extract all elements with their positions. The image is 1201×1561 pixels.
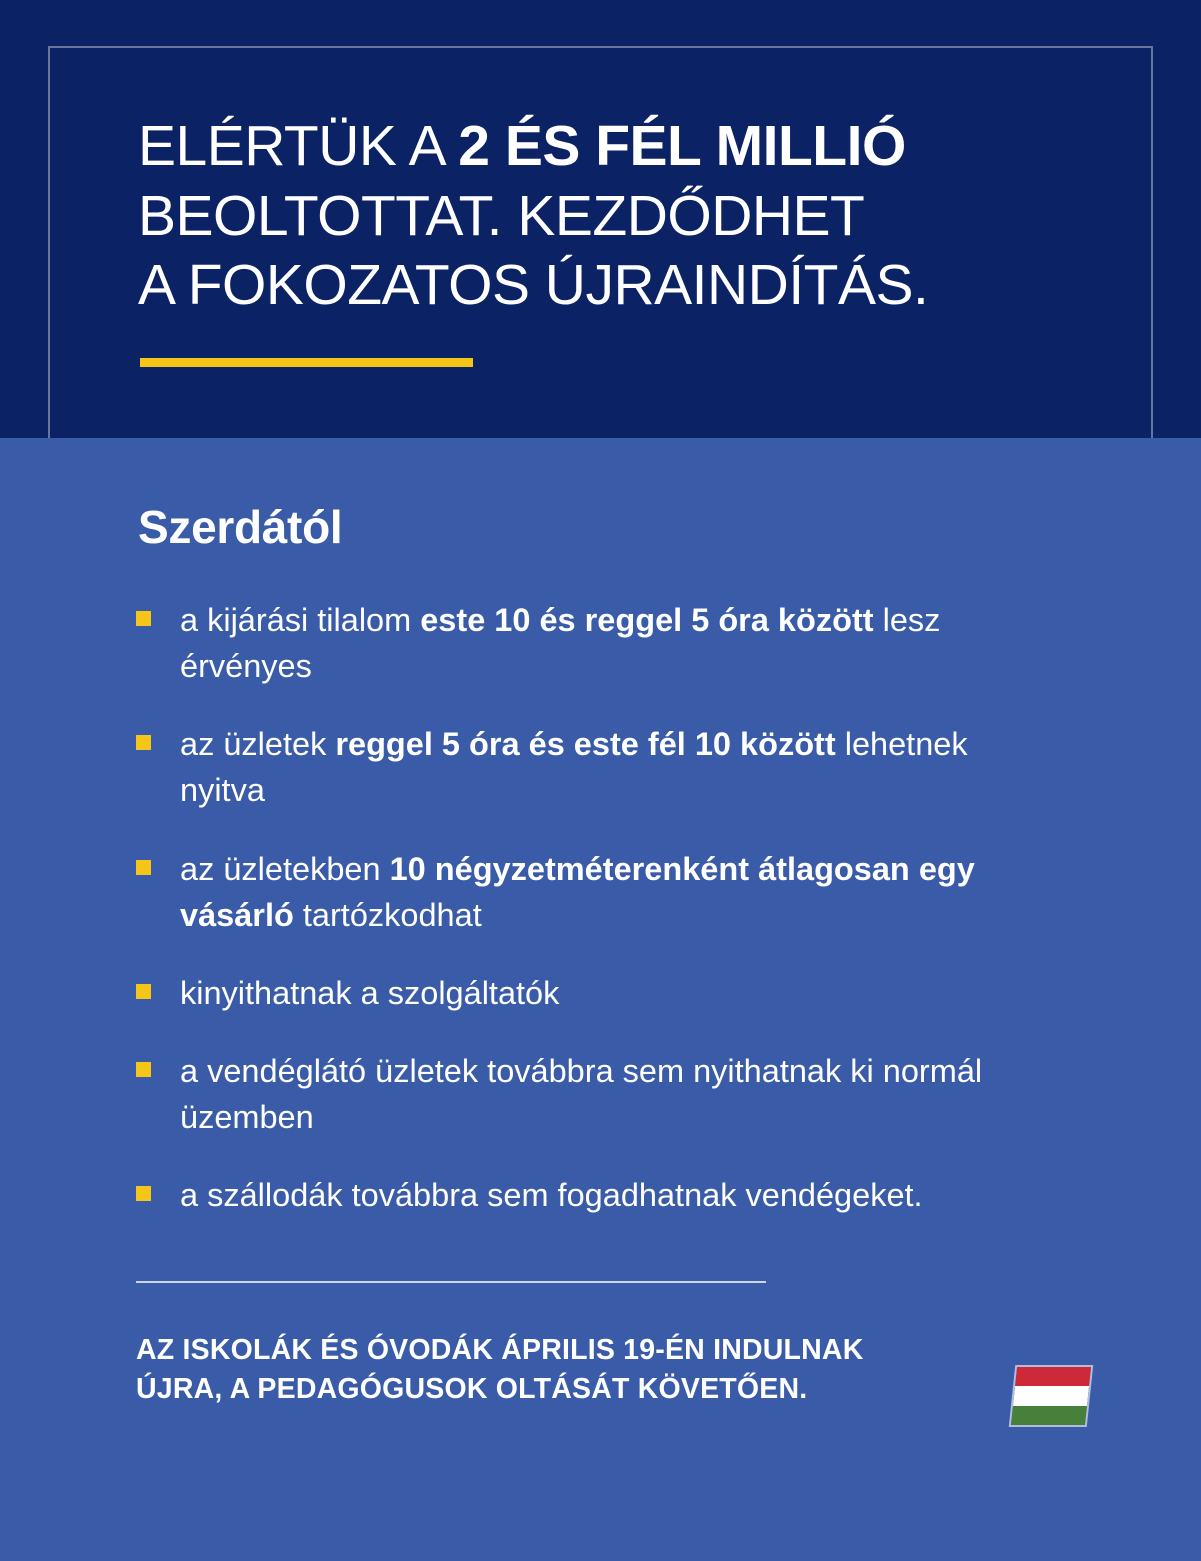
- section-subtitle: Szerdától: [138, 501, 343, 553]
- flag-stripe-green: [1011, 1406, 1087, 1425]
- square-bullet-icon: [136, 1186, 151, 1201]
- list-item-emphasis: este 10 és reggel 5 óra között: [420, 602, 874, 638]
- list-item-text: lesz érvényes: [180, 602, 941, 685]
- flag-stripe-white: [1013, 1386, 1089, 1405]
- footer-note: AZ ISKOLÁK ÉS ÓVODÁK ÁPRILIS 19-ÉN INDULNAK ÚJRA, A PEDAGÓGUSOK OLTÁSÁT KÖVETŐEN.: [136, 1334, 864, 1406]
- list-item: [134, 970, 1004, 1016]
- square-bullet-icon: [136, 984, 151, 999]
- square-bullet-icon: [136, 860, 151, 875]
- list-item-text: kinyithatnak a szolgáltatók: [180, 974, 560, 1011]
- headline-line2: BEOLTOTTAT. KEZDŐDHET: [138, 183, 865, 248]
- list-item: [134, 721, 1004, 813]
- list-item: [134, 1172, 1004, 1218]
- list-item: [134, 597, 1004, 689]
- list-item: [134, 1048, 1004, 1140]
- list-item: [134, 846, 1004, 938]
- list-item-text: a kijárási tilalom: [180, 602, 421, 638]
- list-item-text: az üzletek: [180, 726, 336, 763]
- square-bullet-icon: [136, 1062, 151, 1077]
- measures-list: [134, 597, 1004, 1218]
- divider: [136, 1281, 766, 1283]
- list-item-text: az üzletekben: [180, 850, 390, 887]
- square-bullet-icon: [136, 611, 151, 626]
- headline-line1-bold: 2 ÉS FÉL MILLIÓ: [458, 114, 906, 178]
- list-item-text: a szállodák továbbra sem fogadhatnak vendégeket.: [180, 1177, 923, 1214]
- hungarian-flag-icon: [1009, 1365, 1094, 1427]
- list-item-text: a vendéglátó üzletek továbbra sem nyithatnak ki normál üzemben: [180, 1052, 983, 1136]
- flag-stripe-red: [1015, 1367, 1091, 1386]
- square-bullet-icon: [136, 735, 151, 750]
- accent-underline: [140, 358, 473, 367]
- headline-line3: A FOKOZATOS ÚJRAINDÍTÁS.: [138, 253, 929, 318]
- list-item-emphasis: reggel 5 óra és este fél 10 között: [335, 726, 836, 763]
- list-item-emphasis: 10 négyzetméterenként átlagosan egy vásárló: [180, 850, 975, 933]
- list-item-text: tartózkodhat: [293, 896, 482, 933]
- list-item-text: lehetnek nyitva: [180, 726, 968, 809]
- page-title: [138, 112, 1098, 321]
- headline-line1-normal: ELÉRTÜK A: [138, 114, 459, 178]
